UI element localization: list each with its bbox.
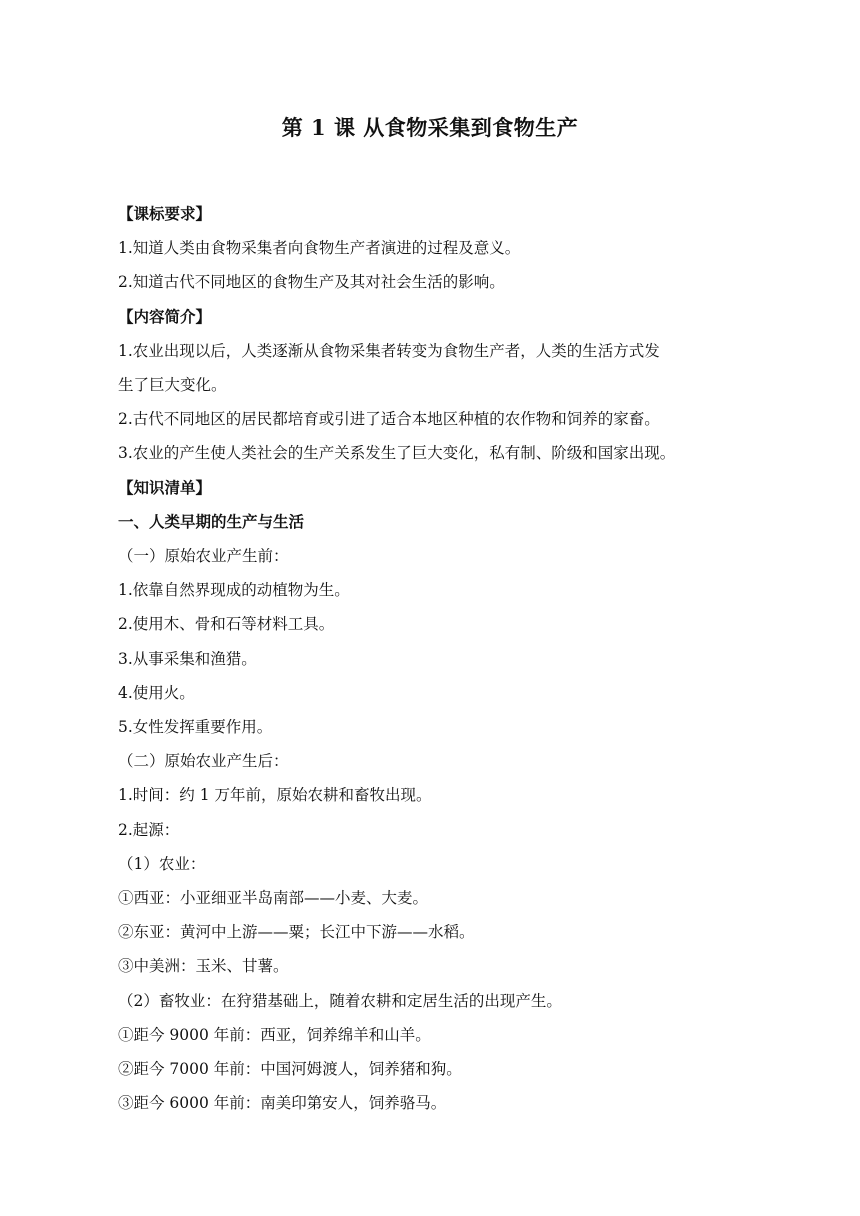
list-item: 2.使用木、骨和石等材料工具。 [118,615,335,634]
list-item: ②东亚：黄河中上游——粟；长江中下游——水稻。 [118,923,475,942]
list-item: （2）畜牧业：在狩猎基础上，随着农耕和定居生活的出现产生。 [118,991,562,1010]
paragraph-line: 1.农业出现以后，人类逐渐从食物采集者转变为食物生产者，人类的生活方式发 [118,341,660,360]
list-item: ②距今 7000 年前：中国河姆渡人，饲养猪和狗。 [118,1060,462,1079]
list-item: ①西亚：小亚细亚半岛南部——小麦、大麦。 [118,889,429,908]
list-item: 1.依靠自然界现成的动植物为生。 [118,581,350,600]
list-item: ③中美洲：玉米、甘薯。 [118,957,289,976]
page-title: 第 1 课 从食物采集到食物生产 [281,115,579,140]
document-body [118,197,744,1120]
paragraph-line: 生了巨大变化。 [118,376,227,395]
list-item: 2.起源： [118,820,180,839]
subsection-heading: 一、人类早期的生产与生活 [118,511,305,531]
paragraph-line: 2.知道古代不同地区的食物生产及其对社会生活的影响。 [118,273,505,292]
list-item: ①距今 9000 年前：西亚，饲养绵羊和山羊。 [118,1025,431,1044]
paragraph-line: （二）原始农业产生后： [118,752,289,771]
list-item: 5.女性发挥重要作用。 [118,718,273,737]
section-heading-curriculum-requirements: 【课标要求】 [118,204,212,223]
list-item: 3.从事采集和渔猎。 [118,649,257,668]
paragraph-line: 2.古代不同地区的居民都培育或引进了适合本地区种植的农作物和饲养的家畜。 [118,410,660,429]
paragraph-line: 1.知道人类由食物采集者向食物生产者演进的过程及意义。 [118,239,521,258]
list-item: （1）农业： [118,854,206,873]
list-item: 1.时间：约 1 万年前，原始农耕和畜牧出现。 [118,786,432,805]
section-heading-knowledge-list: 【知识清单】 [118,477,212,497]
list-item: ③距今 6000 年前：南美印第安人，饲养骆马。 [118,1094,447,1113]
section-heading-content-summary: 【内容简介】 [118,306,212,326]
list-item: 4.使用火。 [118,683,195,702]
paragraph-line: 3.农业的产生使人类社会的生产关系发生了巨大变化，私有制、阶级和国家出现。 [118,444,676,463]
paragraph-line: （一）原始农业产生前： [118,547,289,566]
